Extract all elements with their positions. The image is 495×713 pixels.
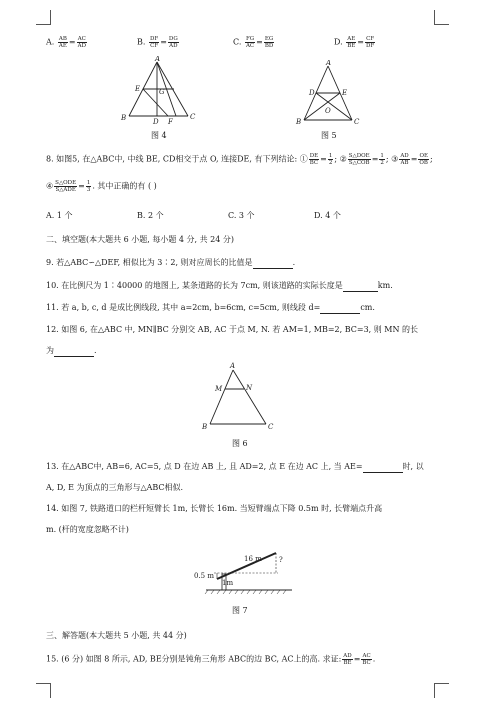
fig7-label-question: ? xyxy=(279,556,283,564)
fig4-label-b: B xyxy=(121,114,127,122)
section-2-heading: 二、填空题(本大题共 6 小题, 每小题 4 分, 共 24 分) xyxy=(46,235,235,244)
q11: 11. 若 a, b, c, d 是成比例线段, 其中 a=2cm, b=6cm, c=5cm, 则线段 d= cm. xyxy=(46,303,375,312)
fig4-label-g: G xyxy=(159,88,165,96)
q8-line2: ④ $\frac{\text{S△ODE}}{\text{S△ADE}}$ = $\frac{1}{3}$ . 其中正确的有 ( ) xyxy=(46,180,157,193)
figure-7 xyxy=(192,540,302,600)
fig5-label-b: B xyxy=(296,118,302,126)
fig4-caption: 图 4 xyxy=(151,131,167,140)
fig6-label-n: N xyxy=(246,384,253,392)
q12-line2: 为 . xyxy=(46,346,97,355)
q12-blank xyxy=(54,345,94,357)
q7-option-d: D. $\frac{AE}{BE}$ = $\frac{CF}{DF}$ xyxy=(334,36,375,49)
q10-blank xyxy=(343,280,378,292)
q7-option-c: C. $\frac{FG}{AC}$ = $\frac{EG}{BD}$ xyxy=(233,36,274,49)
fig4-label-d: D xyxy=(153,118,159,126)
q15: 15. (6 分) 如图 8 所示, AD, BE分别是钝角三角形 ABC的边 BC, AC上的高. 求证: $\frac{AD}{BE}$ = $\frac{AC}{BC}$ . xyxy=(46,653,376,666)
fig4-label-a: A xyxy=(155,56,161,63)
figure-6 xyxy=(196,361,282,433)
q8-option-a: A. 1 个 xyxy=(46,211,73,220)
fig7-label-drop: 0.5 m xyxy=(194,572,214,580)
fig6-label-a: A xyxy=(230,362,236,370)
crop-mark-top-left xyxy=(36,10,51,25)
section-3-heading: 三、解答题(本大题共 5 小题, 共 44 分) xyxy=(46,631,187,640)
q8-line1: 8. 如图5, 在△ABC中, 中线 BE, CD相交于点 O, 连接DE, 有下列结论: ① $\frac{DE}{BC}$ = $\frac{1}{2}$ ; ② $\frac{\text{S△DOE}}{\text{S△COB}}$ = $\frac{1}{2}$ ; ③ $\frac{AD}{AB}$ = $\frac{OE}{OB}$ ; xyxy=(46,153,433,166)
q14-line1: 14. 如图 7, 铁路道口的栏杆短臂长 1m, 长臂长 16m. 当短臂端点下降 0.5m 时, 长臂端点升高 xyxy=(46,504,383,513)
figure-4 xyxy=(110,56,210,126)
crop-mark-top-right xyxy=(434,10,449,25)
fig7-caption: 图 7 xyxy=(232,606,248,615)
fig5-label-c: C xyxy=(354,118,360,126)
fig4-label-e: E xyxy=(135,85,141,93)
fig5-label-e: E xyxy=(342,89,348,97)
crop-mark-bottom-left xyxy=(36,683,51,698)
q11-blank xyxy=(320,302,360,314)
fig7-label-long: 16 m xyxy=(244,555,262,563)
q12-line1: 12. 如图 6, 在△ABC 中, MN∥BC 分别交 AB, AC 于点 M, N. 若 AM=1, MB=2, BC=3, 则 MN 的长 xyxy=(46,325,419,334)
fig6-label-b: B xyxy=(202,423,208,431)
q9: 9. 若△ABC∽△DEF, 相似比为 3∶2, 则对应周长的比值是 . xyxy=(46,258,296,267)
q7-option-a: A. $\frac{AB}{AE}$ = $\frac{AC}{AD}$ xyxy=(46,36,86,49)
figure-5 xyxy=(290,60,370,128)
q13-line1: 13. 在△ABC中, AB=6, AC=5, 点 D 在边 AB 上, 且 AD=2, 点 E 在边 AC 上, 当 AE= 时, 以 xyxy=(46,462,424,471)
fig4-label-f: F xyxy=(168,118,173,126)
fig5-label-d: D xyxy=(309,89,315,97)
fig6-label-c: C xyxy=(268,423,274,431)
fig6-caption: 图 6 xyxy=(232,439,248,448)
fig4-label-c: C xyxy=(190,113,196,121)
fig5-label-o: O xyxy=(325,107,331,115)
q14-line2: m. (杆的宽度忽略不计) xyxy=(46,525,129,534)
fig5-caption: 图 5 xyxy=(321,131,337,140)
q13-blank xyxy=(363,461,403,473)
q10: 10. 在比例尺为 1∶40000 的地图上, 某条道路的长为 7cm, 则该道路的实际长度是 km. xyxy=(46,281,393,290)
fig6-label-m: M xyxy=(215,385,223,393)
fig7-label-short: 1m xyxy=(222,579,234,587)
q7-option-b: B. $\frac{DF}{CF}$ = $\frac{DG}{AD}$ xyxy=(137,36,178,49)
fig5-label-a: A xyxy=(326,60,332,67)
q8-option-c: C. 3 个 xyxy=(228,211,255,220)
q13-line2: A, D, E 为顶点的三角形与△ABC相似. xyxy=(46,483,184,492)
q9-blank xyxy=(253,257,293,269)
q8-option-b: B. 2 个 xyxy=(137,211,164,220)
crop-mark-bottom-right xyxy=(434,683,449,698)
q8-option-d: D. 4 个 xyxy=(314,211,341,220)
